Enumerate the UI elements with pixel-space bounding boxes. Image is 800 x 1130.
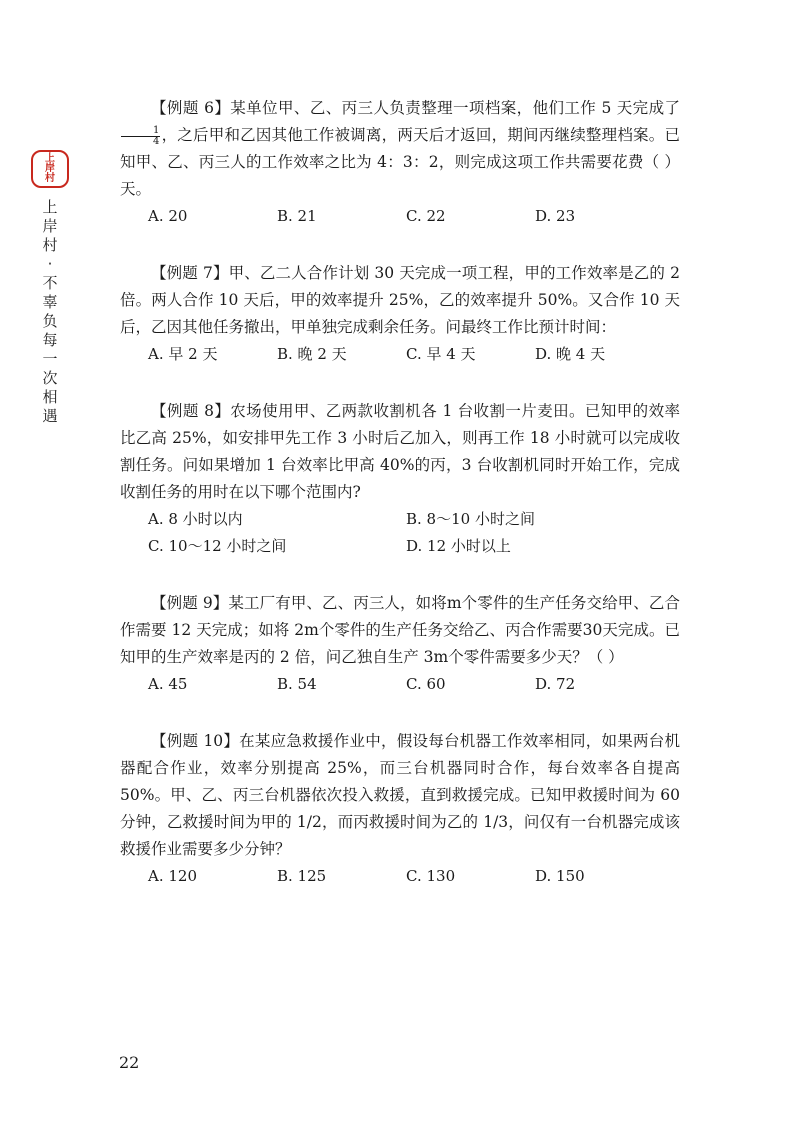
option-c: C. 早 4 天 — [406, 345, 476, 363]
option-a: A. 45 — [148, 675, 188, 693]
option-c: C. 10～12 小时之间 — [148, 537, 287, 555]
question-6-text-part2: ，之后甲和乙因其他工作被调离，两天后才返回，期间丙继续整理档案。已知甲、乙、丙三人的工作效率之比为 4：3：2，则完成这项工作共需要花费（ ）天。 — [120, 126, 680, 198]
question-7 — [120, 260, 680, 368]
question-9-options — [120, 671, 680, 698]
option-d: D. 150 — [535, 867, 585, 885]
option-a: A. 8 小时以内 — [148, 510, 243, 528]
question-9 — [120, 590, 680, 698]
option-b: B. 21 — [277, 207, 317, 225]
option-d: D. 72 — [535, 675, 576, 693]
page-content — [120, 95, 680, 920]
fraction-denominator: 4 — [153, 135, 160, 147]
question-8 — [120, 398, 680, 560]
option-b: B. 54 — [277, 675, 317, 693]
question-10-options — [120, 863, 680, 890]
seal-logo — [31, 150, 69, 188]
question-6 — [120, 95, 680, 230]
question-8-options — [120, 506, 680, 560]
option-b: B. 125 — [277, 867, 327, 885]
page-number: 22 — [119, 1053, 140, 1072]
option-d: D. 12 小时以上 — [406, 537, 511, 555]
question-7-text: 【例题 7】甲、乙二人合作计划 30 天完成一项工程，甲的工作效率是乙的 2 倍。两人合作 10 天后，甲的效率提升 25%，乙的效率提升 50%。又合作 10 天后，乙因其他任务撤出，甲单独完成剩余任务。问最终工作比预计时间： — [120, 264, 680, 336]
fraction-one-quarter — [121, 126, 160, 147]
question-6-text-part1: 【例题 6】某单位甲、乙、丙三人负责整理一项档案，他们工作 5 天完成了 — [151, 99, 680, 117]
question-7-options — [120, 341, 680, 368]
option-b: B. 晚 2 天 — [277, 345, 347, 363]
question-9-text: 【例题 9】某工厂有甲、乙、丙三人，如将m个零件的生产任务交给甲、乙合作需要 12 天完成；如将 2m个零件的生产任务交给乙、丙合作需要30天完成。已知甲的生产效率是丙的 2 倍，问乙独自生产 3m个零件需要多少天？（ ） — [120, 594, 680, 666]
option-d: D. 23 — [535, 207, 576, 225]
option-c: C. 60 — [406, 675, 446, 693]
question-10-text: 【例题 10】在某应急救援作业中，假设每台机器工作效率相同，如果两台机器配合作业，效率分别提高 25%，而三台机器同时合作，每台效率各自提高 50%。甲、乙、丙三台机器依次投入救援，直到救援完成。已知甲救援时间为 60 分钟，乙救援时间为甲的 1/2，而丙救援时间为乙的 1/3，问仅有一台机器完成该救援作业需要多少分钟？ — [120, 732, 680, 858]
question-6-options — [120, 203, 680, 230]
option-d: D. 晚 4 天 — [535, 345, 606, 363]
sidebar-slogan: 上岸村·不辜负每一次相遇 — [42, 198, 58, 425]
fraction-numerator: 1 — [121, 126, 160, 137]
option-c: C. 22 — [406, 207, 446, 225]
sidebar — [30, 150, 70, 426]
option-a: A. 20 — [148, 207, 188, 225]
question-6-text — [120, 95, 680, 203]
option-c: C. 130 — [406, 867, 456, 885]
question-8-text: 【例题 8】农场使用甲、乙两款收割机各 1 台收割一片麦田。已知甲的效率比乙高 25%，如安排甲先工作 3 小时后乙加入，则再工作 18 小时就可以完成收割任务。问如果增加 1 台效率比甲高 40%的丙，3 台收割机同时开始工作，完成收割任务的用时在以下哪个范围内? — [120, 402, 680, 501]
option-b: B. 8～10 小时之间 — [406, 510, 535, 528]
question-10 — [120, 728, 680, 890]
option-a: A. 早 2 天 — [148, 345, 218, 363]
option-a: A. 120 — [148, 867, 197, 885]
seal-text: 上岸村 — [45, 153, 55, 184]
